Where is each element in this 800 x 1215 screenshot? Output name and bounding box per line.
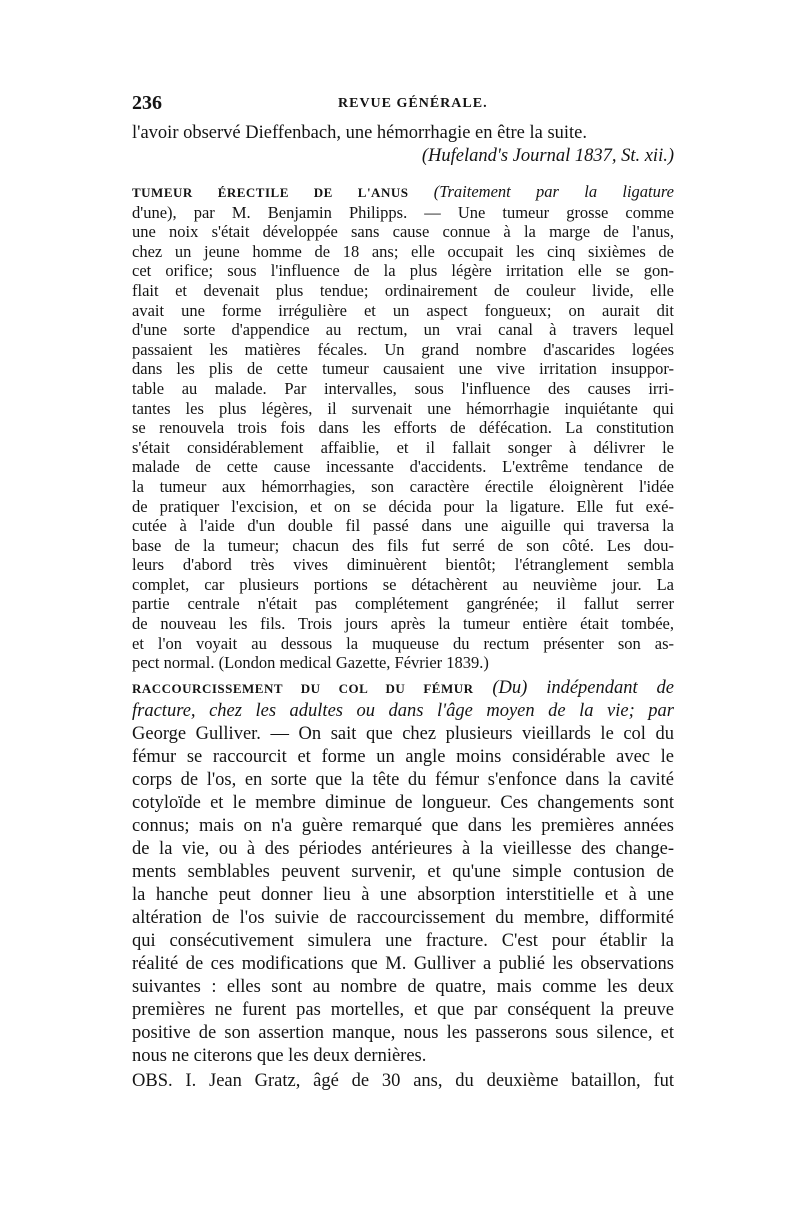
text-line: la hanche peut donner lieu à une absorption interstitielle et à une [132, 884, 674, 905]
text-line: la tumeur aux hémorrhagies, son caractère érectile éloignèrent l'idée [132, 476, 674, 496]
page-number: 236 [132, 92, 162, 114]
observation-paragraph [132, 1070, 674, 1093]
text-line: positive de son assertion manque, nous les passerons sous silence, et [132, 1022, 674, 1043]
text-line: connus; mais on n'a guère remarqué que dans les premières années [132, 815, 674, 836]
text-line: fémur se raccourcit et forme un angle moins considérable avec le [132, 746, 674, 767]
text-line: table au malade. Par intervalles, sous l'influence des causes irri- [132, 378, 674, 398]
text-line: passaient les matières fécales. Un grand nombre d'ascarides logées [132, 339, 674, 359]
article-heading: TUMEUR ÉRECTILE DE L'ANUS [132, 185, 409, 200]
text-line: malade de cette cause incessante d'accidents. L'extrême tendance de [132, 457, 674, 477]
text-line: premières ne furent pas mortelles, et que par conséquent la preuve [132, 999, 674, 1020]
text-line: qui consécutivement simulera une fracture. C'est pour établir la [132, 930, 674, 951]
text-line: d'une), par M. Benjamin Philipps. — Une tumeur grosse comme [132, 202, 674, 222]
continuation-paragraph [132, 122, 674, 168]
text-line: OBS. I. Jean Gratz, âgé de 30 ans, du deuxième bataillon, fut [132, 1070, 674, 1091]
text-line: de la vie, ou à des périodes antérieures à la vieillesse des change- [132, 838, 674, 859]
text-line: complet, car plusieurs portions se détachèrent au neuvième jour. La [132, 574, 674, 594]
article-erectile-tumor [132, 182, 674, 673]
text-line: une noix s'était développée sans cause connue à la marge de l'anus, [132, 222, 674, 242]
document-page [132, 92, 674, 1093]
article-heading-subtitle: (Traitement par la ligature [433, 182, 675, 201]
text-line: suivantes : elles sont au nombre de quatre, mais comme les deux [132, 976, 674, 997]
text-line: partie centrale n'était pas complétement gangrénée; il fallut serrer [132, 594, 674, 614]
text-line: George Gulliver. — On sait que chez plusieurs vieillards le col du [132, 723, 674, 744]
text-line: réalité de ces modifications que M. Gulliver a publié les observations [132, 953, 674, 974]
text-line: corps de l'os, en sorte que la tête du fémur s'enfonce dans la cavité [132, 769, 674, 790]
text-line: avait une forme irrégulière et un aspect fongueux; on aurait dit [132, 300, 674, 320]
article-heading-line [132, 677, 674, 700]
text-line: cet orifice; sous l'influence de la plus légère irritation elle se gon- [132, 261, 674, 281]
text-line: cotyloïde et le membre diminue de longueur. Ces changements sont [132, 792, 674, 813]
running-head [132, 92, 674, 122]
text-line: tantes les plus légères, il survenait une hémorrhagie inquiétante qui [132, 398, 674, 418]
text-line: se renouvela trois fois dans les efforts de défécation. La constitution [132, 418, 674, 438]
text-line: ments semblables peuvent survenir, et qu'une simple contusion de [132, 861, 674, 882]
text-line: chez un jeune homme de 18 ans; elle occupait les cinq sixièmes de [132, 241, 674, 261]
article-heading-line [132, 182, 674, 203]
text-line: cutée à l'aide d'un double fil passé dans une aiguille qui traversa la [132, 516, 674, 536]
text-line: fracture, chez les adultes ou dans l'âge moyen de la vie; par [132, 700, 674, 721]
citation-line: pect normal. (London medical Gazette, Février 1839.) [132, 653, 489, 673]
citation-line: (Hufeland's Journal 1837, St. xii.) [421, 146, 674, 166]
running-title: REVUE GÉNÉRALE. [338, 96, 488, 111]
article-heading: RACCOURCISSEMENT DU COL DU FÉMUR [132, 680, 474, 696]
text-line: de nouveau les fils. Trois jours après la tumeur entière était tombée, [132, 614, 674, 634]
article-heading-subtitle: (Du) indépendant de [492, 677, 675, 698]
text-line: nous ne citerons que les deux dernières. [132, 1045, 427, 1066]
text-line: flait et devenait plus tendue; ordinairement de couleur livide, elle [132, 280, 674, 300]
text-line: de pratiquer l'excision, et on se décida pour la ligature. Elle fut exé- [132, 496, 674, 516]
text-line: leurs d'abord très vives diminuèrent bientôt; l'étranglement sembla [132, 555, 674, 575]
text-line: l'avoir observé Dieffenbach, une hémorrhagie en être la suite. [132, 123, 588, 143]
article-femoral-neck [132, 677, 674, 1068]
text-line: s'était considérablement affaiblie, et il fallait songer à délivrer le [132, 437, 674, 457]
text-line: et l'on voyait au dessous la muqueuse du rectum présenter son as- [132, 633, 674, 653]
text-line: base de la tumeur; chacun des fils fut serré de son côté. Les dou- [132, 535, 674, 555]
text-line: dans les plis de cette tumeur causaient une vive irritation insuppor- [132, 359, 674, 379]
text-line: d'une sorte d'appendice au rectum, un vrai canal à travers lequel [132, 320, 674, 340]
text-line: altération de l'os suivie de raccourcissement du membre, difformité [132, 907, 674, 928]
